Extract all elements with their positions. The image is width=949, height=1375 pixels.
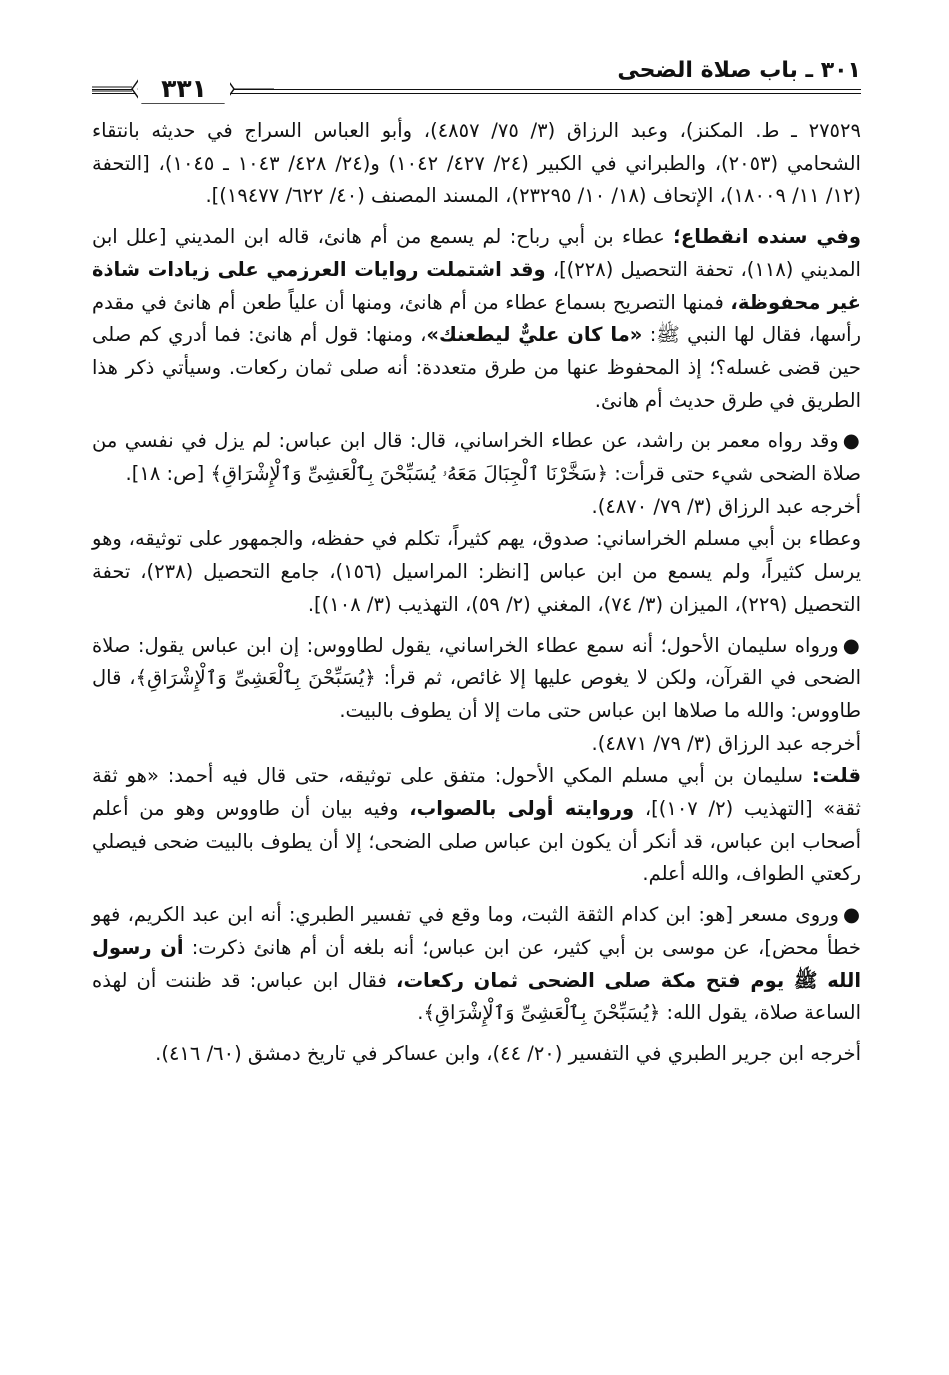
bold-lead: قلت: [811,764,861,788]
paragraph-citations: ٢٧٥٢٩ ـ ط. المكنز)، وعبد الرزاق (٣/ ٧٥/ ٤٨٥٧)، وأبو العباس السراج في حديثه بانتقاء الشحامي (٢٠٥٣)، والطبراني في الكبير (٢٤/ ٤٢٧/ ١٠٤٢) و(٢٤/ ٤٢٨/ ١٠٤٣ ـ ١٠٤٥)، [التحفة (١٢/ ١١/ ١٨٠٠٩)، الإتحاف (١٨/ ١٠/ ٢٣٢٩٥)، المسند المصنف (٤٠/ ٦٢٢/ ١٩٤٧٧)]. [92,119,861,208]
paragraph-isnad-break [92,221,861,417]
bold-remark: وقد اشتملت روايات العرزمي على زيادات شاذة غير محفوظة، [92,257,861,314]
quran-verse: ﴿يُسَبِّحْنَ بِٱلْعَشِىِّ وَٱلْإِشْرَاقِ﴾ [135,666,376,690]
paragraph-text: وقد رواه معمر بن راشد، عن عطاء الخراساني، قال: قال ابن عباس: لم يزل في نفسي من صلاة الضحى شيء حتى قرأت: [92,429,861,486]
paragraph-text: . [417,1001,424,1025]
paragraph-text: ورواه سليمان الأحول؛ أنه سمع عطاء الخراساني، يقول لطاووس: إن ابن عباس يقول: صلاة الضحى في القرآن، ولكن لا يغوص عليها إلا غائص، ثم قرأ: [92,633,861,690]
paragraph-takhrij: أخرجه عبد الرزاق (٣/ ٧٩/ ٤٨٧١). [591,731,861,755]
paragraph-text: عطاء بن أبي رباح: لم يسمع من أم هانئ، قاله ابن المديني [علل ابن المديني (١١٨)، تحفة التحصيل (٢٢٨)]، [92,225,861,281]
paragraph-text: فمنها التصريح بسماع عطاء من أم هانئ، ومنها أن علياً طعن أم هانئ في مقدم رأسها، فقال لها النبي ﷺ: [92,290,861,347]
bullet-icon: ● [842,903,862,927]
bold-remark: وروايته أولى بالصواب، [409,797,635,821]
bullet-icon: ● [842,429,862,453]
bold-lead: وفي سنده انقطاع؛ [673,225,861,249]
paragraph-takhrij: أخرجه عبد الرزاق (٣/ ٧٩/ ٤٨٧٠). [591,494,861,518]
page-body [92,115,861,1071]
hadith-quote: «ما كان عليٌّ ليطعنك» [426,323,643,347]
paragraph-text: وفيه بيان أن طاووس وهو من أعلم أصحاب ابن عباس، قد أنكر أن يكون ابن عباس صلى الضحى؛ إلا أن يطوف بالبيت ضحى فيصلي ركعتي الطواف، والله أعلم. [92,797,861,886]
paragraph-sulayman-narration [92,630,861,728]
paragraph-text: سليمان بن أبي مسلم المكي الأحول: متفق على توثيقه، حتى قال فيه أحمد: «هو ثقة ثقة» [التهذيب (٢/ ١٠٧)]، [92,764,861,821]
paragraph-text: ، قال طاووس: والله ما صلاها ابن عباس حتى مات إلا أن يطوف بالبيت. [92,666,861,722]
paragraph-mamar-narration [92,425,861,490]
paragraph-text: [ص: ١٨]. [125,462,211,486]
paragraph-author-comment [92,760,861,891]
bold-remark: أن رسول الله ﷺ يوم فتح مكة صلى الضحى ثمان ركعات، [92,935,862,992]
page-header [92,52,861,106]
paragraph-misar-narration [92,899,861,1030]
paragraph-text: وروى مسعر [هو: ابن كدام الثقة الثبت، وما وقع في تفسير الطبري: أنه ابن عبد الكريم، فهو خطأ محض]، عن موسى بن أبي كثير، عن ابن عباس؛ أنه بلغه أن أم هانئ ذكرت: [92,903,861,959]
quran-verse: ﴿يُسَبِّحْنَ بِٱلْعَشِىِّ وَٱلْإِشْرَاقِ﴾ [423,1001,661,1025]
chapter-title: ٣٠١ ـ باب صلاة الضحى [617,58,861,83]
page-number: ٣٣١ [138,74,230,103]
paragraph-text: فقال ابن عباس: قد ظننت أن لهذه الساعة صلاة، يقول الله: [92,968,861,1025]
paragraph-text: ، ومنها: قول أم هانئ: فما أدري كم صلى حين قضى غسله؟؛ إذ المحفوظ عنها من طرق متعددة: أنه صلى ثمان ركعات. وسيأتي ذكر هذا الطريق في طرق حديث أم هانئ. [92,323,861,412]
paragraph-takhrij: أخرجه ابن جرير الطبري في التفسير (٢٠/ ٤٤)، وابن عساكر في تاريخ دمشق (٦٠/ ٤١٦). [155,1041,861,1065]
quran-verse: ﴿سَخَّرْنَا ٱلْجِبَالَ مَعَهُۥ يُسَبِّحْنَ بِٱلْعَشِىِّ وَٱلْإِشْرَاقِ﴾ [210,462,609,486]
page-number-ornament [92,70,274,110]
bullet-icon: ● [842,633,862,657]
paragraph-narrator-grading: وعطاء بن أبي مسلم الخراساني: صدوق، يهم كثيراً، تكلم في حفظه، والجمهور على توثيقه، وهو يرسل كثيراً، ولم يسمع من ابن عباس [انظر: المراسيل (١٥٦)، جامع التحصيل (٢٣٨)، تحفة التحصيل (٢٢٩)، الميزان (٣/ ٧٤)، المغني (٢/ ٥٩)، التهذيب (٣/ ١٠٨)]. [92,527,861,616]
